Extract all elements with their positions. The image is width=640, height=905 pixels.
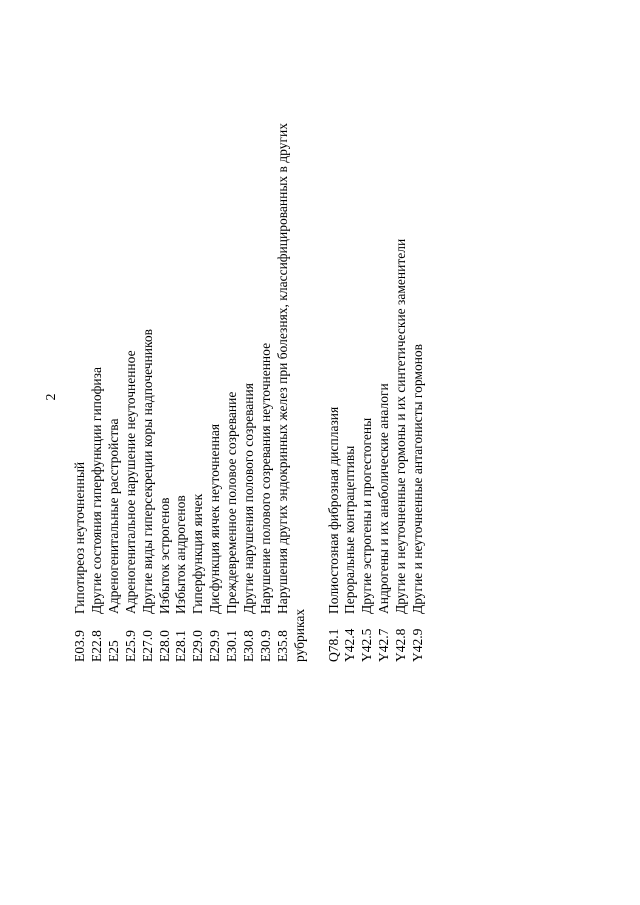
icd-description: Преждевременное половое созревание bbox=[224, 391, 240, 614]
icd-code: E30.8 bbox=[241, 630, 257, 662]
icd-code: E25 bbox=[105, 640, 121, 662]
icd-description: Другие нарушения полового созревания bbox=[241, 383, 257, 614]
list-item bbox=[258, 42, 275, 662]
icd-description-line: рубриках bbox=[291, 608, 307, 662]
icd-code: Y42.8 bbox=[393, 628, 409, 662]
icd-code: E30.9 bbox=[257, 630, 273, 662]
list-item bbox=[342, 42, 359, 662]
icd-code: E29.9 bbox=[207, 630, 223, 662]
icd-description: Дисфункция яичек неуточненная bbox=[207, 423, 223, 614]
icd-description: Пероральные контрацептивы bbox=[342, 445, 358, 614]
icd-code: E35.8 bbox=[274, 630, 290, 662]
list-item bbox=[190, 42, 207, 662]
icd-description: Другие и неуточненные антагонисты гормонов bbox=[410, 343, 426, 614]
rotated-content bbox=[44, 42, 427, 662]
icd-code: E30.1 bbox=[224, 630, 240, 662]
list-item bbox=[326, 42, 343, 662]
icd-description: Адреногенитальные расстройства bbox=[105, 418, 121, 614]
list-item bbox=[72, 42, 89, 662]
icd-description: Другие виды гиперсекреции коры надпочечников bbox=[139, 328, 155, 614]
icd-code: E25.9 bbox=[122, 630, 138, 662]
icd-code: E22.8 bbox=[88, 630, 104, 662]
list-item bbox=[123, 42, 140, 662]
list-item bbox=[140, 42, 157, 662]
icd-code: E27.0 bbox=[139, 630, 155, 662]
icd-description: Другие состояния гиперфункции гипофиза bbox=[88, 367, 104, 614]
icd-description: Нарушение полового созревания неуточненное bbox=[257, 342, 273, 614]
list-item bbox=[157, 42, 174, 662]
icd-code: Y42.5 bbox=[359, 628, 375, 662]
icd-description: Другие и неуточненные гормоны и их синтетические заменители bbox=[393, 238, 409, 614]
list-item bbox=[376, 42, 393, 662]
icd-code: E03.9 bbox=[72, 630, 87, 662]
icd-code: Q78.1 bbox=[325, 628, 341, 662]
list-item bbox=[207, 42, 224, 662]
icd-description: Избыток эстрогенов bbox=[156, 497, 172, 614]
list-item bbox=[410, 42, 427, 662]
icd-description: Другие эстрогены и прогестогены bbox=[359, 417, 375, 614]
icd-code: E28.1 bbox=[173, 630, 189, 662]
icd-code: E29.0 bbox=[190, 630, 206, 662]
list-item bbox=[106, 42, 123, 662]
icd-code: Y42.7 bbox=[376, 628, 392, 662]
list-item bbox=[275, 42, 309, 662]
icd-code: Y42.4 bbox=[342, 628, 358, 662]
list-item bbox=[224, 42, 241, 662]
list-item bbox=[393, 42, 410, 662]
icd-description: Адреногенитальное нарушение неуточненное bbox=[122, 350, 138, 614]
icd-description: Полиостозная фиброзная дисплазия bbox=[325, 406, 341, 614]
icd-code: Y42.9 bbox=[410, 628, 426, 662]
icd-description: Избыток андрогенов bbox=[173, 495, 189, 614]
page-number: 2 bbox=[44, 393, 59, 401]
icd-description: Андрогены и их анаболические аналоги bbox=[376, 383, 392, 614]
icd-description-line: Нарушения других эндокринных желез при болезнях, классифицированных в других bbox=[274, 123, 290, 614]
icd-description: Гипотиреоз неуточненный bbox=[72, 461, 87, 614]
icd-code: E28.0 bbox=[156, 630, 172, 662]
list-item bbox=[173, 42, 190, 662]
icd-description: Гиперфункция яичек bbox=[190, 493, 206, 614]
list-item bbox=[359, 42, 376, 662]
list-item bbox=[241, 42, 258, 662]
list-item bbox=[89, 42, 106, 662]
